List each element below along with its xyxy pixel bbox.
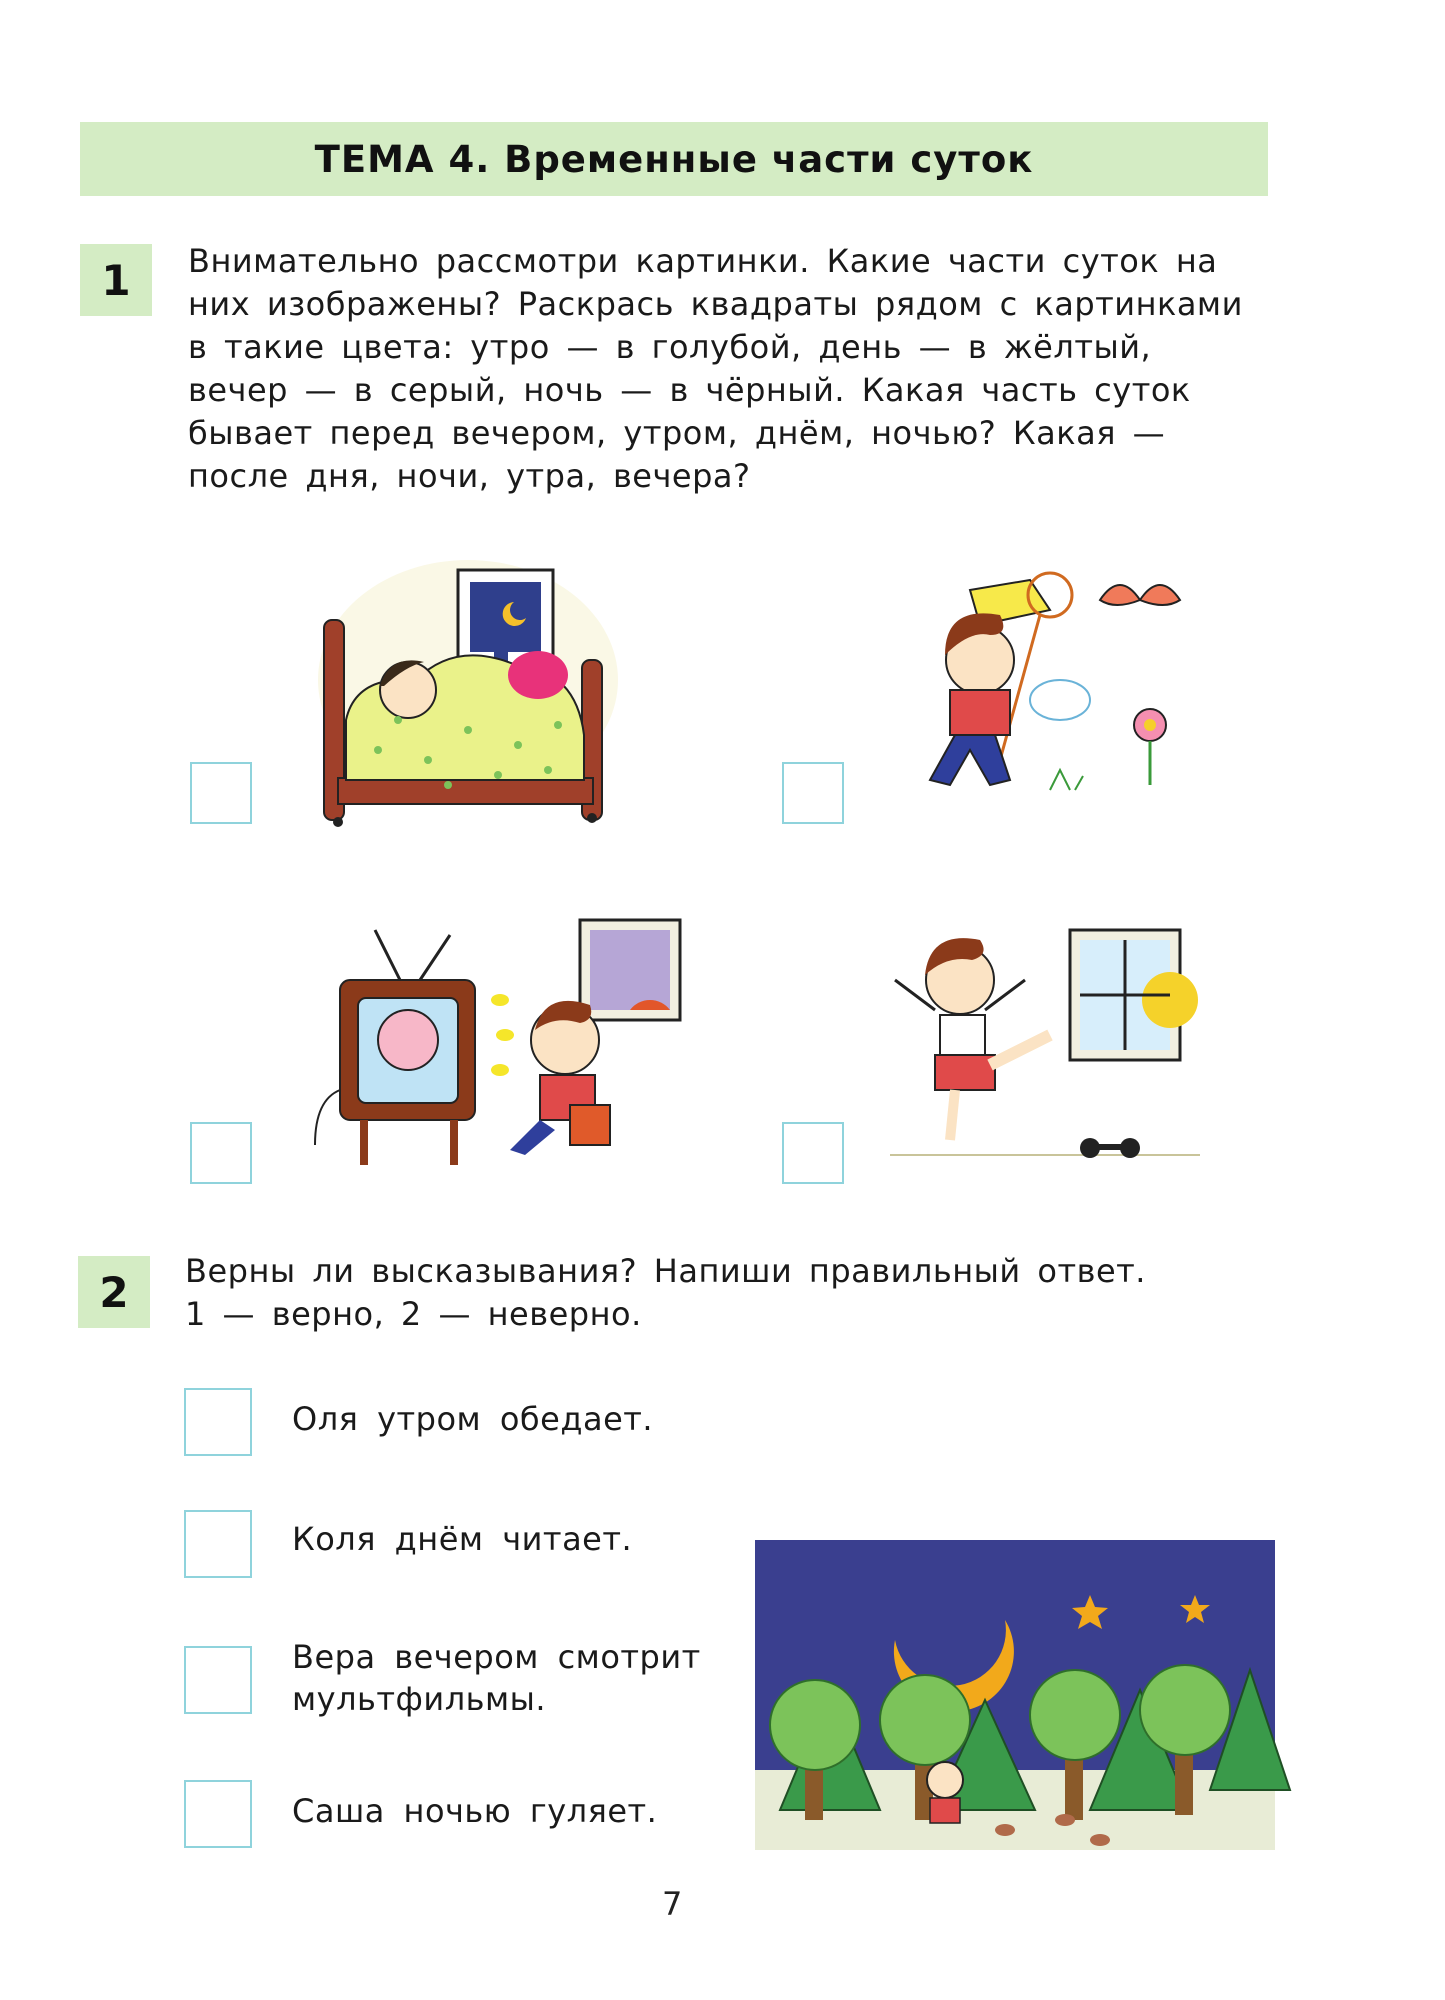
- butterfly-catching-illustration: [900, 560, 1230, 800]
- task-number-1: 1: [80, 244, 152, 316]
- statement-4: [292, 1790, 657, 1832]
- tv-watching-illustration: [300, 920, 690, 1175]
- answer-box-statement-2[interactable]: [184, 1510, 252, 1578]
- task-1-line: них изображены? Раскрась квадраты рядом с картинками: [188, 285, 1243, 323]
- topic-header: [80, 122, 1268, 196]
- answer-box-morning-picture[interactable]: [782, 1122, 844, 1184]
- statement-line: Вера вечером смотрит: [292, 1638, 701, 1676]
- topic-title: ТЕМА 4. Временные части суток: [314, 137, 1034, 181]
- statement-3: [292, 1636, 701, 1720]
- statement-1: [292, 1398, 653, 1440]
- night-forest-illustration: [735, 1540, 1290, 1860]
- task-2-line: 1 — верно, 2 — неверно.: [185, 1295, 642, 1333]
- task-1-line: в такие цвета: утро — в голубой, день — в жёлтый,: [188, 328, 1152, 366]
- task-1-line: вечер — в серый, ночь — в чёрный. Какая часть суток: [188, 371, 1191, 409]
- task-1-line: Внимательно рассмотри картинки. Какие части суток на: [188, 242, 1218, 280]
- statement-line: Саша ночью гуляет.: [292, 1792, 658, 1830]
- statement-line: мультфильмы.: [292, 1680, 547, 1718]
- answer-box-day-picture[interactable]: [782, 762, 844, 824]
- statement-2: [292, 1518, 632, 1560]
- statement-line: Оля утром обедает.: [292, 1400, 654, 1438]
- morning-exercise-illustration: [880, 920, 1210, 1170]
- answer-box-evening-picture[interactable]: [190, 1122, 252, 1184]
- task-1-line: после дня, ночи, утра, вечера?: [188, 457, 751, 495]
- statement-line: Коля днём читает.: [292, 1520, 633, 1558]
- answer-box-night-picture[interactable]: [190, 762, 252, 824]
- page-number: 7: [662, 1885, 683, 1923]
- task-1-line: бывает перед вечером, утром, днём, ночью? Какая —: [188, 414, 1166, 452]
- task-2-instruction: [185, 1250, 1270, 1336]
- answer-box-statement-1[interactable]: [184, 1388, 252, 1456]
- task-number-2: 2: [78, 1256, 150, 1328]
- answer-box-statement-3[interactable]: [184, 1646, 252, 1714]
- answer-box-statement-4[interactable]: [184, 1780, 252, 1848]
- task-2-line: Верны ли высказывания? Напиши правильный ответ.: [185, 1252, 1146, 1290]
- task-1-instruction: [188, 240, 1268, 498]
- sleeping-boy-illustration: [318, 560, 618, 830]
